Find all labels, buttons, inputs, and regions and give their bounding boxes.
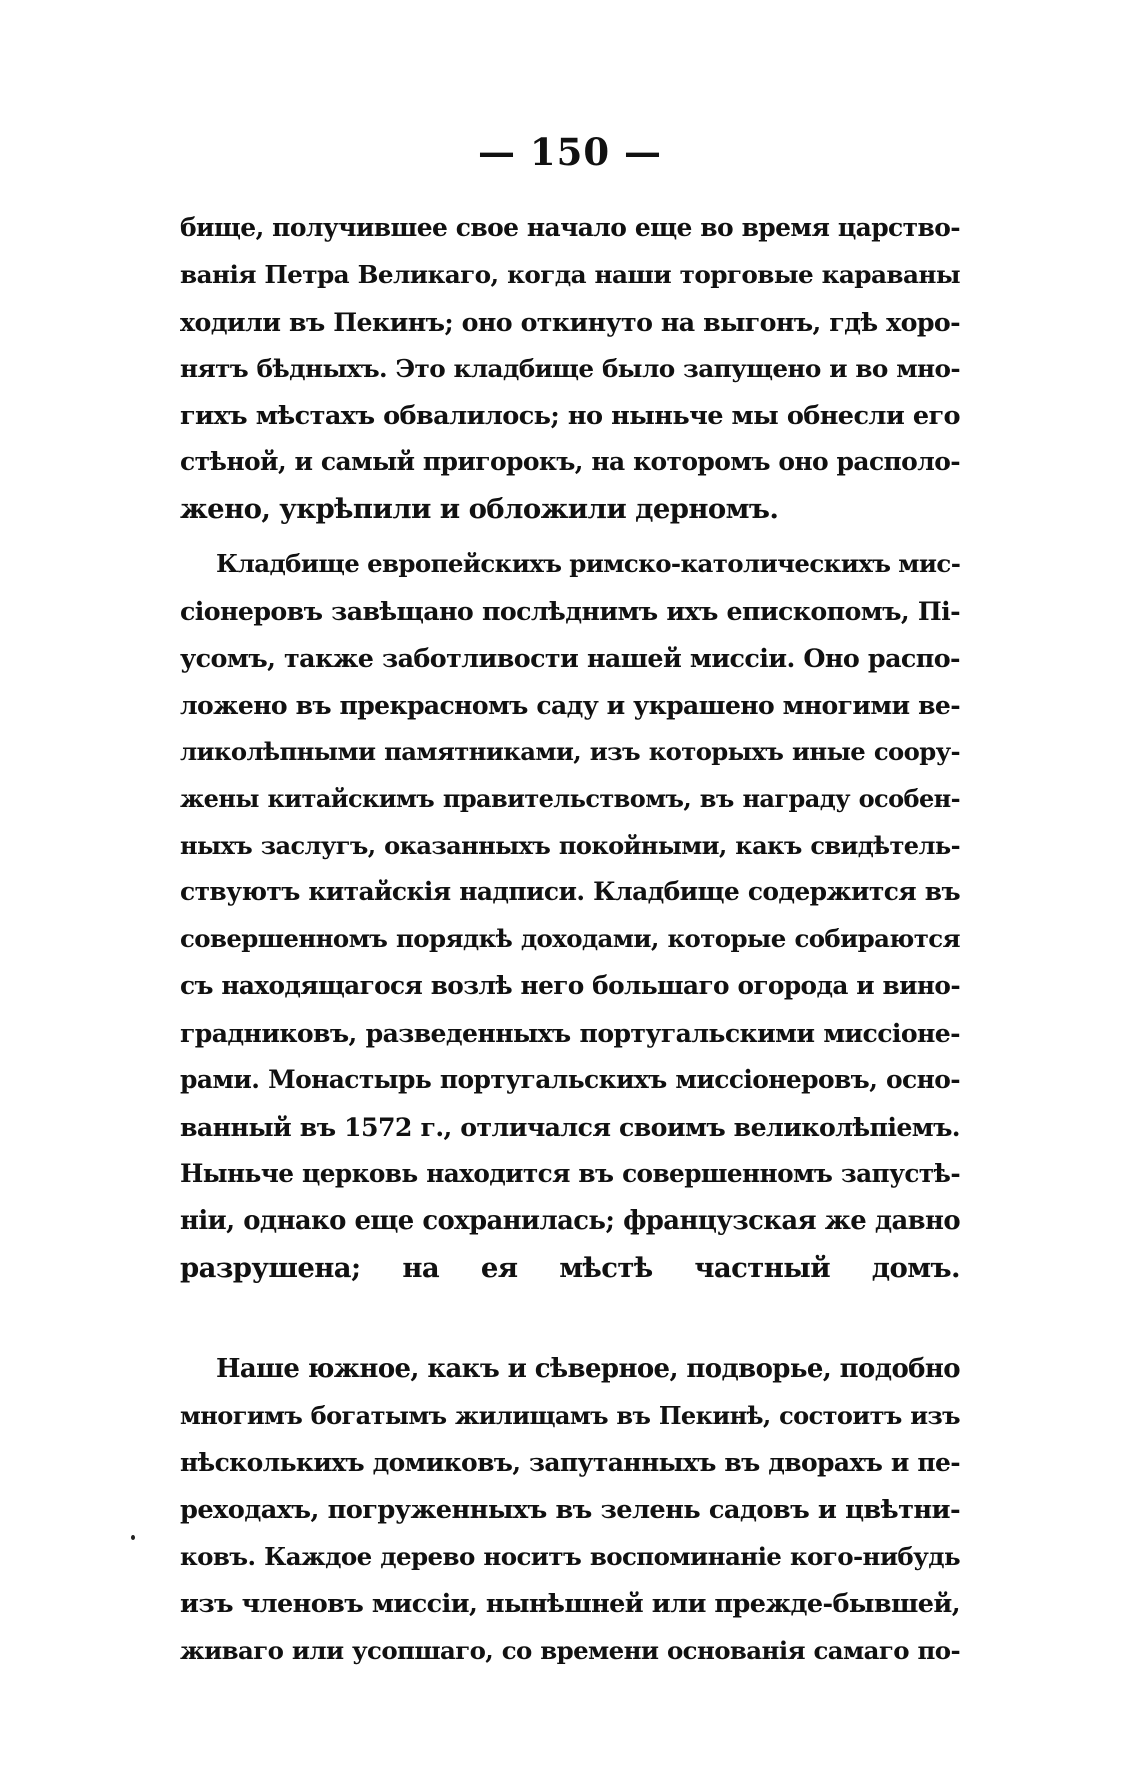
print-speck: [131, 1535, 135, 1540]
text-line: многимъ богатымъ жилищамъ въ Пекинѣ, состоитъ изъ: [180, 1401, 960, 1431]
text-line: совершенномъ порядкѣ доходами, которые собираются: [180, 924, 960, 954]
text-line: градниковъ, разведенныхъ португальскими миссіоне-: [180, 1018, 960, 1049]
text-line: ванія Петра Великаго, когда наши торговые караваны: [180, 259, 960, 289]
paragraph: [180, 541, 960, 1338]
text-line: ликолѣпными памятниками, изъ которыхъ иные соору-: [180, 736, 960, 766]
text-line: гихъ мѣстахъ обвалилось; но ныньче мы обнесли его: [180, 400, 960, 431]
text-line: ныхъ заслугъ, оказанныхъ покойными, какъ свидѣтель-: [180, 830, 960, 860]
text-line: изъ членовъ миссіи, нынѣшней или прежде-бывшей,: [180, 1588, 960, 1619]
text-line: нѣсколькихъ домиковъ, запутанныхъ въ дворахъ и пе-: [180, 1448, 960, 1478]
text-line: живаго или усопшаго, со времени основанія самаго по-: [180, 1635, 960, 1665]
text-line: Ныньче церковь находится въ совершенномъ запустѣ-: [180, 1158, 960, 1188]
text-line: ковъ. Каждое дерево носитъ воспоминаніе кого-нибудь: [180, 1541, 960, 1571]
text-line: сіонеровъ завѣщано послѣднимъ ихъ епископомъ, Пі-: [180, 596, 960, 627]
text-line: ванный въ 1572 г., отличался своимъ великолѣпіемъ.: [180, 1111, 960, 1142]
text-line: нятъ бѣдныхъ. Это кладбище было запущено и во мно-: [180, 353, 960, 383]
text-line: ніи, однако еще сохранилась; французская же давно: [180, 1205, 960, 1236]
text-line: ходили въ Пекинъ; оно откинуто на выгонъ, гдѣ хоро-: [180, 306, 960, 337]
body-text: [180, 205, 960, 1675]
text-line: реходахъ, погруженныхъ въ зелень садовъ и цвѣтни-: [180, 1495, 960, 1526]
paragraph: [180, 205, 960, 533]
text-line: Кладбище европейскихъ римско-католическихъ мис-: [216, 549, 961, 579]
text-line: жено, укрѣпили и обложили дерномъ.: [180, 493, 779, 526]
text-line: усомъ, также заботливости нашей миссіи. Оно распо-: [180, 643, 960, 674]
text-line: Наше южное, какъ и сѣверное, подворье, подобно: [216, 1354, 960, 1385]
text-line: бище, получившее свое начало еще во время царство-: [180, 213, 960, 242]
text-line: жены китайскимъ правительствомъ, въ награду особен-: [180, 783, 960, 813]
text-line: стѣной, и самый пригорокъ, на которомъ оно располо-: [180, 447, 960, 477]
paragraph-gap: [180, 1338, 960, 1346]
text-line: рами. Монастырь португальскихъ миссіонеровъ, осно-: [180, 1065, 960, 1095]
page-number: — 150 —: [478, 130, 662, 174]
paragraph-gap: [180, 533, 960, 541]
paragraph: [180, 1346, 960, 1674]
text-line: ложено въ прекрасномъ саду и украшено многими ве-: [180, 689, 960, 720]
text-line: разрушена; на ея мѣстѣ частный домъ.: [180, 1251, 960, 1284]
text-line: ствуютъ китайскія надписи. Кладбище содержится въ: [180, 877, 960, 907]
text-line: съ находящагося возлѣ него большаго огорода и вино-: [180, 971, 960, 1001]
text-line: [180, 1291, 960, 1338]
